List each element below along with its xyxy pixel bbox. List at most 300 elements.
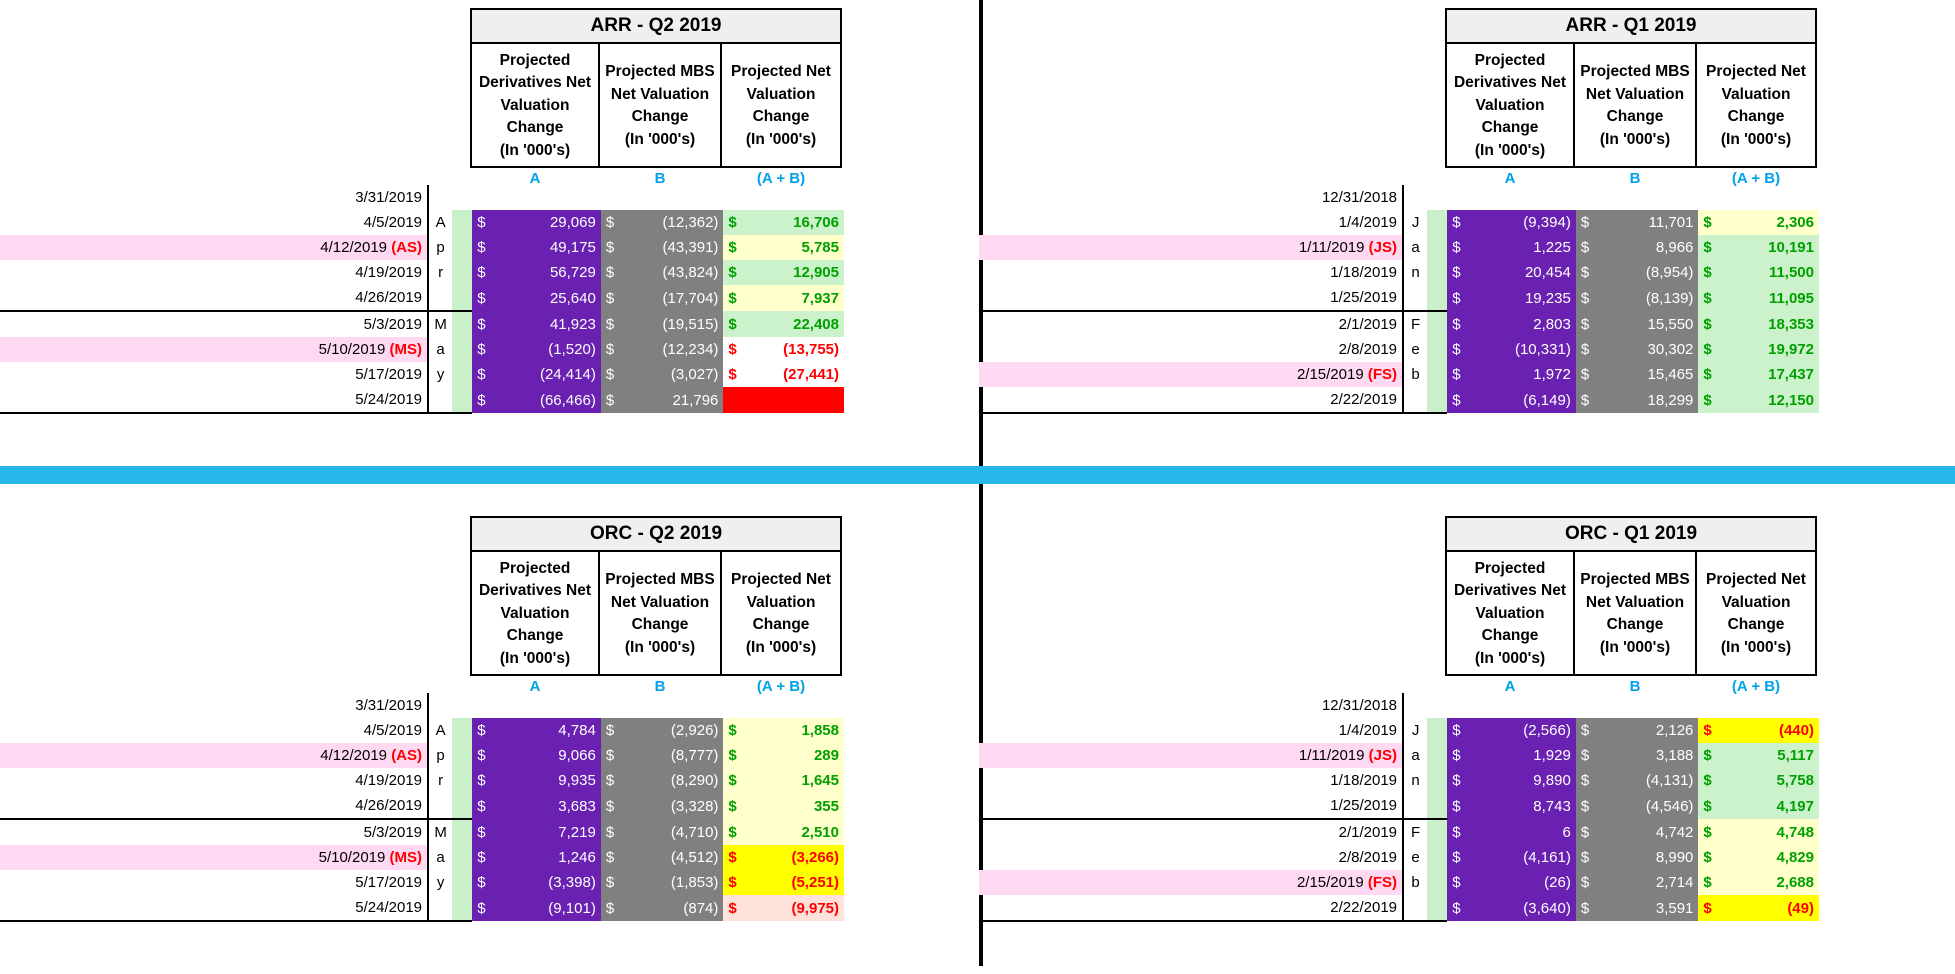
hdr-line: Derivatives Net xyxy=(478,74,591,92)
cell-value: 11,500 xyxy=(1768,264,1814,281)
cell-value: 2,688 xyxy=(1776,874,1814,891)
cell-derivatives xyxy=(472,337,601,362)
panel-orc-q2 xyxy=(0,508,979,974)
cell-value: 2,510 xyxy=(801,823,839,841)
month-letter xyxy=(428,285,452,311)
cell-mbs xyxy=(1576,743,1699,768)
hdr-line: Projected MBS xyxy=(605,63,715,81)
month-letter: a xyxy=(1403,235,1427,260)
gap xyxy=(1427,845,1447,870)
table-row xyxy=(979,337,1819,362)
cell-value: 18,353 xyxy=(1768,315,1814,333)
cell-value: (8,777) xyxy=(670,747,719,764)
currency-symbol: $ xyxy=(605,391,615,409)
cell-value: 17,437 xyxy=(1768,366,1814,383)
cell-value: 4,784 xyxy=(558,722,596,739)
cell-value: 3,188 xyxy=(1655,747,1694,764)
currency-symbol: $ xyxy=(728,315,737,333)
hdr-line: Valuation xyxy=(1721,593,1791,611)
gap xyxy=(1427,387,1447,413)
currency-symbol: $ xyxy=(477,239,486,256)
empty xyxy=(601,185,724,210)
hdr-line: Derivatives Net xyxy=(1453,74,1566,92)
cell-net xyxy=(1698,718,1819,743)
row-date: 12/31/2018 xyxy=(1321,189,1398,206)
row-date: 2/22/2019 xyxy=(979,387,1403,413)
cell-value: 6 xyxy=(1562,823,1571,841)
hdr-line: (In '000's) xyxy=(499,649,571,667)
cell-net xyxy=(1698,743,1819,768)
cell-derivatives xyxy=(472,768,601,793)
cell-derivatives xyxy=(472,895,601,921)
cell-value: 2,306 xyxy=(1776,214,1814,231)
row-date: 4/19/2019 xyxy=(355,772,423,789)
currency-symbol: $ xyxy=(477,899,486,917)
cell-mbs xyxy=(601,285,724,311)
row-marker: (MS) xyxy=(389,341,423,358)
table-row xyxy=(0,895,844,921)
cell-value: (1,853) xyxy=(670,874,719,891)
cell-value: 3,591 xyxy=(1655,899,1694,917)
gap xyxy=(452,895,472,921)
table-row xyxy=(0,845,844,870)
gap xyxy=(452,845,472,870)
currency-symbol: $ xyxy=(1703,772,1712,789)
panel-data-table xyxy=(0,693,844,922)
cell-value: 8,966 xyxy=(1655,239,1694,256)
cell-value: 4,742 xyxy=(1655,823,1694,841)
month-letter: M xyxy=(428,819,452,845)
cell-value: (9,101) xyxy=(548,899,596,917)
month-letter: b xyxy=(1403,362,1427,387)
hdr-line: Valuation xyxy=(746,85,816,103)
cell-mbs xyxy=(1576,387,1699,413)
cell-derivatives xyxy=(1447,387,1576,413)
cell-value: 15,465 xyxy=(1647,366,1694,383)
hdr-line: Change xyxy=(1606,108,1664,126)
month-letter xyxy=(1403,185,1427,210)
empty xyxy=(472,693,601,718)
cell-derivatives xyxy=(472,362,601,387)
currency-symbol: $ xyxy=(605,772,615,789)
row-date: 2/1/2019 xyxy=(979,311,1403,337)
cell-value: 3,683 xyxy=(558,797,596,815)
cell-mbs xyxy=(601,235,724,260)
cell-derivatives xyxy=(472,235,601,260)
empty xyxy=(1576,185,1699,210)
row-date: 1/11/2019 (JS) xyxy=(979,235,1403,260)
currency-symbol: $ xyxy=(605,874,615,891)
cell-mbs xyxy=(601,260,724,285)
cell-derivatives xyxy=(1447,895,1576,921)
hdr-line: (In '000's) xyxy=(1599,130,1671,148)
horizontal-divider xyxy=(0,466,1955,484)
cell-value: 10,191 xyxy=(1768,239,1814,256)
currency-symbol: $ xyxy=(1703,899,1712,917)
panel-header-table xyxy=(470,8,842,191)
month-letter: p xyxy=(428,743,452,768)
cell-net xyxy=(1698,819,1819,845)
column-header-derivatives xyxy=(471,43,599,167)
cell-value: 2,803 xyxy=(1533,315,1571,333)
empty xyxy=(1698,185,1819,210)
cell-derivatives xyxy=(1447,718,1576,743)
currency-symbol: $ xyxy=(1452,214,1461,231)
cell-net xyxy=(1698,845,1819,870)
month-letter: r xyxy=(428,260,452,285)
cell-value: 22,408 xyxy=(793,315,839,333)
panel-header-table xyxy=(1445,516,1817,699)
panel-title: ARR - Q2 2019 xyxy=(471,9,841,43)
table-row xyxy=(979,895,1819,921)
cell-value: 5,785 xyxy=(801,239,839,256)
gap xyxy=(452,285,472,311)
cell-mbs xyxy=(1576,845,1699,870)
month-letter: e xyxy=(1403,337,1427,362)
hdr-line: (In '000's) xyxy=(1474,141,1546,159)
currency-symbol: $ xyxy=(1580,747,1590,764)
cell-value: 18,299 xyxy=(1647,391,1694,409)
month-letter xyxy=(1403,387,1427,413)
cell-value: (13,755) xyxy=(783,341,839,358)
cell-value: 16,706 xyxy=(793,214,839,231)
table-row xyxy=(979,285,1819,311)
currency-symbol: $ xyxy=(1703,239,1712,256)
currency-symbol: $ xyxy=(1580,264,1590,281)
hdr-line: Projected MBS xyxy=(1580,63,1690,81)
hdr-line: Valuation Change xyxy=(500,96,570,137)
cell-derivatives xyxy=(1447,362,1576,387)
panel-header-table xyxy=(470,516,842,699)
hdr-line: Change xyxy=(752,616,810,634)
month-letter xyxy=(428,693,452,718)
cell-value: 4,748 xyxy=(1776,823,1814,841)
column-key-sum: (A + B) xyxy=(1731,170,1781,188)
panel-header-table xyxy=(1445,8,1817,191)
currency-symbol: $ xyxy=(1703,315,1712,333)
cell-value: 2,714 xyxy=(1655,874,1694,891)
cell-derivatives xyxy=(1447,870,1576,895)
currency-symbol: $ xyxy=(1452,366,1461,383)
panel-data-table xyxy=(0,185,844,414)
cell-net xyxy=(1698,768,1819,793)
column-header-mbs xyxy=(599,43,721,167)
currency-symbol: $ xyxy=(1703,874,1712,891)
currency-symbol: $ xyxy=(1703,366,1712,383)
month-letter: A xyxy=(428,210,452,235)
row-date: 4/12/2019 (AS) xyxy=(0,743,428,768)
currency-symbol: $ xyxy=(605,899,615,917)
gap xyxy=(452,819,472,845)
cell-value: (9,394) xyxy=(1523,214,1571,231)
cell-mbs xyxy=(601,895,724,921)
table-row xyxy=(0,285,844,311)
cell-value: 25,640 xyxy=(549,289,596,307)
cell-net xyxy=(723,845,844,870)
column-header-derivatives xyxy=(471,551,599,675)
cell-derivatives xyxy=(1447,235,1576,260)
panel-title: ORC - Q2 2019 xyxy=(471,517,841,551)
row-marker: (JS) xyxy=(1368,747,1398,764)
column-key-b: B xyxy=(654,170,666,188)
gap xyxy=(452,793,472,819)
currency-symbol: $ xyxy=(728,772,737,789)
row-date: 1/25/2019 xyxy=(1330,797,1398,814)
cell-mbs xyxy=(601,362,724,387)
cell-mbs xyxy=(1576,793,1699,819)
cell-value: 1,929 xyxy=(1533,747,1571,764)
table-row xyxy=(0,768,844,793)
row-date: 4/19/2019 xyxy=(355,264,423,281)
cell-mbs xyxy=(1576,210,1699,235)
hdr-line: Projected Net xyxy=(1706,63,1806,81)
cell-net xyxy=(723,819,844,845)
cell-value: (3,027) xyxy=(670,366,719,383)
currency-symbol: $ xyxy=(477,289,486,307)
cell-derivatives xyxy=(472,819,601,845)
currency-symbol: $ xyxy=(1452,315,1461,333)
currency-symbol: $ xyxy=(605,264,615,281)
currency-symbol: $ xyxy=(477,341,486,358)
gap xyxy=(452,260,472,285)
cell-derivatives xyxy=(472,387,601,413)
cell-value: 20,454 xyxy=(1524,264,1571,281)
gap xyxy=(452,768,472,793)
cell-net xyxy=(1698,337,1819,362)
gap xyxy=(452,337,472,362)
cell-value: (874) xyxy=(683,899,719,917)
currency-symbol: $ xyxy=(1452,849,1461,866)
cell-derivatives xyxy=(472,311,601,337)
cell-value: (6,149) xyxy=(1523,391,1571,409)
table-row xyxy=(979,718,1819,743)
currency-symbol: $ xyxy=(1580,874,1590,891)
currency-symbol: $ xyxy=(728,823,737,841)
row-date: 1/11/2019 (JS) xyxy=(979,743,1403,768)
cell-value: 1,972 xyxy=(1533,366,1571,383)
row-date: 1/25/2019 xyxy=(1330,289,1398,306)
column-header-net xyxy=(1696,43,1816,167)
cell-net xyxy=(723,235,844,260)
cell-net xyxy=(1698,260,1819,285)
table-row xyxy=(0,337,844,362)
currency-symbol: $ xyxy=(728,289,737,307)
gap xyxy=(1427,718,1447,743)
currency-symbol: $ xyxy=(477,874,486,891)
cell-value: (9,975) xyxy=(791,899,839,917)
row-date: 3/31/2019 xyxy=(355,697,423,714)
cell-net xyxy=(723,337,844,362)
currency-symbol: $ xyxy=(1703,289,1712,307)
column-key-a: A xyxy=(1504,678,1516,696)
cell-value: (3,640) xyxy=(1523,899,1571,917)
table-row xyxy=(0,387,844,413)
month-letter: a xyxy=(428,845,452,870)
table-row xyxy=(0,819,844,845)
currency-symbol: $ xyxy=(1580,341,1590,358)
row-date: 1/18/2019 xyxy=(1330,264,1398,281)
row-date: 5/24/2019 xyxy=(0,895,428,921)
column-key-a: A xyxy=(529,678,541,696)
panel-data-table xyxy=(979,185,1819,414)
hdr-line: Projected MBS xyxy=(605,571,715,589)
month-letter xyxy=(428,895,452,921)
column-header-mbs xyxy=(599,551,721,675)
gap xyxy=(1427,768,1447,793)
table-row xyxy=(979,185,1819,210)
month-letter: a xyxy=(1403,743,1427,768)
cell-derivatives xyxy=(1447,768,1576,793)
gap xyxy=(452,210,472,235)
cell-derivatives xyxy=(1447,210,1576,235)
currency-symbol: $ xyxy=(605,797,615,815)
cell-value: 30,302 xyxy=(1647,341,1694,358)
table-row xyxy=(0,260,844,285)
currency-symbol: $ xyxy=(605,849,615,866)
panel-arr-q2 xyxy=(0,0,979,466)
cell-derivatives xyxy=(472,285,601,311)
currency-symbol: $ xyxy=(1703,264,1712,281)
currency-symbol: $ xyxy=(1452,391,1461,409)
cell-value: (4,512) xyxy=(670,849,719,866)
month-letter: y xyxy=(428,362,452,387)
month-letter: y xyxy=(428,870,452,895)
hdr-line: (In '000's) xyxy=(1474,649,1546,667)
row-date: 5/3/2019 xyxy=(0,819,428,845)
empty xyxy=(1447,693,1576,718)
hdr-line: Valuation Change xyxy=(1475,96,1545,137)
panel-title: ORC - Q1 2019 xyxy=(1446,517,1816,551)
currency-symbol: $ xyxy=(1580,289,1590,307)
column-header-mbs xyxy=(1574,551,1696,675)
gap xyxy=(452,311,472,337)
cell-net xyxy=(723,362,844,387)
hdr-line: Derivatives Net xyxy=(478,582,591,600)
row-date: 2/15/2019 (FS) xyxy=(979,870,1403,895)
cell-value: (4,546) xyxy=(1645,797,1694,815)
cell-value: 8,990 xyxy=(1655,849,1694,866)
hdr-line: Projected xyxy=(1474,560,1546,577)
table-row xyxy=(979,362,1819,387)
row-date: 1/4/2019 xyxy=(1338,722,1398,739)
cell-value: 21,796 xyxy=(672,391,719,409)
cell-derivatives xyxy=(1447,743,1576,768)
cell-mbs xyxy=(601,387,724,413)
gap xyxy=(452,235,472,260)
hdr-line: (In '000's) xyxy=(1720,130,1792,148)
currency-symbol: $ xyxy=(1452,874,1461,891)
table-row xyxy=(0,693,844,718)
cell-net xyxy=(1698,235,1819,260)
currency-symbol: $ xyxy=(1580,797,1590,815)
cell-value: 2,126 xyxy=(1655,722,1694,739)
month-letter: J xyxy=(1403,210,1427,235)
cell-derivatives xyxy=(472,260,601,285)
month-letter: b xyxy=(1403,870,1427,895)
column-key-b: B xyxy=(654,678,666,696)
currency-symbol: $ xyxy=(728,747,737,764)
row-date: 1/18/2019 xyxy=(1330,772,1398,789)
month-letter: n xyxy=(1403,768,1427,793)
hdr-line: Change xyxy=(1727,108,1785,126)
cell-derivatives xyxy=(472,210,601,235)
cell-value: (19,515) xyxy=(662,315,719,333)
cell-net xyxy=(723,895,844,921)
gap xyxy=(1427,819,1447,845)
cell-derivatives xyxy=(1447,793,1576,819)
cell-value: (43,824) xyxy=(662,264,719,281)
cell-value: 355 xyxy=(813,797,839,815)
month-letter: F xyxy=(1403,311,1427,337)
cell-value: 1,645 xyxy=(801,772,839,789)
row-marker: (FS) xyxy=(1367,874,1398,891)
empty xyxy=(723,185,844,210)
panel-data-table xyxy=(979,693,1819,922)
column-key-b: B xyxy=(1629,170,1641,188)
cell-value: (3,328) xyxy=(670,797,719,815)
hdr-line: Projected xyxy=(499,52,571,69)
cell-mbs xyxy=(1576,235,1699,260)
cell-mbs xyxy=(601,819,724,845)
row-marker: (AS) xyxy=(391,239,423,256)
hdr-line: Projected Net xyxy=(1706,571,1806,589)
currency-symbol: $ xyxy=(605,315,615,333)
cell-value: 56,729 xyxy=(549,264,596,281)
table-row xyxy=(979,768,1819,793)
currency-symbol: $ xyxy=(1703,341,1712,358)
cell-mbs xyxy=(1576,870,1699,895)
cell-value: 1,246 xyxy=(558,849,596,866)
cell-derivatives xyxy=(1447,337,1576,362)
currency-symbol: $ xyxy=(1703,391,1712,409)
gap xyxy=(452,870,472,895)
month-letter: F xyxy=(1403,819,1427,845)
cell-mbs xyxy=(601,311,724,337)
cell-net xyxy=(723,387,844,413)
month-letter xyxy=(428,793,452,819)
currency-symbol: $ xyxy=(728,899,737,917)
month-letter: a xyxy=(428,337,452,362)
cell-mbs xyxy=(601,718,724,743)
cell-derivatives xyxy=(1447,311,1576,337)
empty xyxy=(1447,185,1576,210)
currency-symbol: $ xyxy=(1452,797,1461,815)
cell-net xyxy=(1698,793,1819,819)
cell-value: 19,235 xyxy=(1524,289,1571,307)
cell-derivatives xyxy=(472,870,601,895)
hdr-line: (In '000's) xyxy=(1599,638,1671,656)
cell-net xyxy=(723,870,844,895)
hdr-line: Valuation xyxy=(1721,85,1791,103)
currency-symbol: $ xyxy=(477,366,486,383)
gap xyxy=(452,718,472,743)
row-date: 4/5/2019 xyxy=(363,214,423,231)
currency-symbol: $ xyxy=(728,391,737,409)
cell-value: (24,414) xyxy=(539,366,596,383)
cell-mbs xyxy=(1576,337,1699,362)
table-row xyxy=(979,845,1819,870)
cell-value: 29,069 xyxy=(549,214,596,231)
column-key-b: B xyxy=(1629,678,1641,696)
cell-mbs xyxy=(601,768,724,793)
row-date: 5/10/2019 (MS) xyxy=(0,845,428,870)
cell-value: 5,117 xyxy=(1777,747,1814,764)
cell-value: (12,234) xyxy=(662,341,719,358)
row-date: 5/17/2019 xyxy=(355,366,423,383)
cell-mbs xyxy=(601,870,724,895)
gap xyxy=(1427,185,1447,210)
cell-net xyxy=(1698,387,1819,413)
